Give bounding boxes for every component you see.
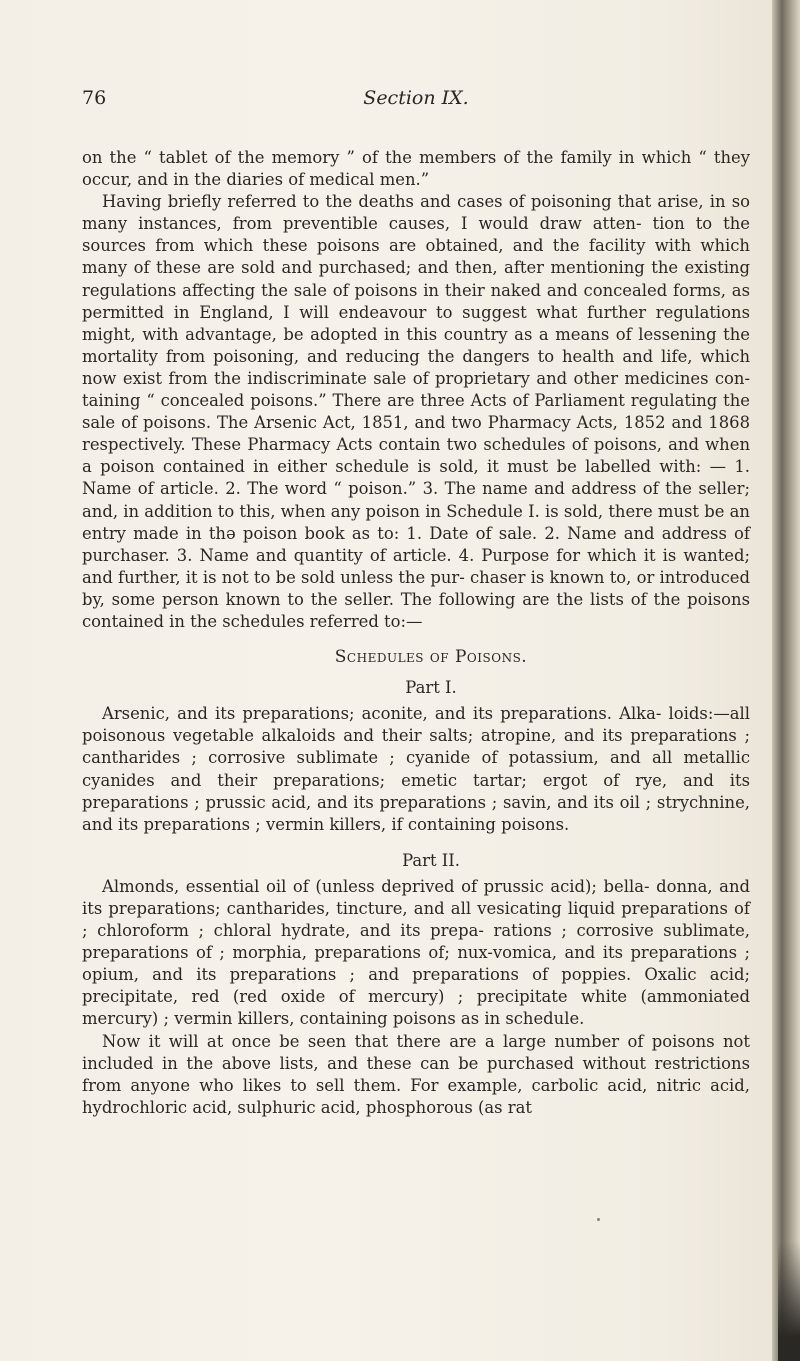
paragraph-continuation: on the “ tablet of the memory ” of the members of the family in which “ they occur, and in the diaries of medical men.”	[82, 148, 750, 190]
schedules-heading: Schedules of Poisons.	[334, 647, 528, 668]
running-title: Section IX.	[363, 87, 469, 109]
spine-shadow	[778, 1241, 800, 1361]
part-two-heading: Part II.	[402, 850, 460, 870]
paragraph-poison-sources: Having briefly referred to the deaths and cases of poisoning that arise, in so many instances, from preventible causes, I would draw atten- tion to the sources from which these poisons are obtained, and the facility with which many of these are sold and purchased; and then, after mentioning the existing regulations affecting the sale of poisons in their naked and concealed forms, as permitted in England, I will endeavour to suggest what further regulations might, with advantage, be adopted in this country as a means of lessening the mortality from poisoning, and reducing the dangers to health and life, which now exist from the indiscriminate sale of proprietary and other medicines con- taining “ concealed poisons.” There are three Acts of Parliament regulating the sale of poisons. The Arsenic Act, 1851, and two Pharmacy Acts, 1852 and 1868 respectively. These Pharmacy Acts contain two schedules of poisons, and when a poison contained in either schedule is sold, it must be labelled with: — 1. Name of article. 2. The word “ poison.” 3. The name and address of the seller; and, in addition to this, when any poison in Schedule I. is sold, there must be an entry made in thə poison book as to: 1. Date of sale. 2. Name and address of purchaser. 3. Name and quantity of article. 4. Purpose for which it is wanted; and further, it is not to be sold unless the pur- chaser is known to, or introduced by, some person known to the seller. The following are the lists of the poisons contained in the schedules referred to:—	[82, 192, 750, 631]
part-two-list: Almonds, essential oil of (unless deprived of prussic acid); bella- donna, and its preparations; cantharides, tincture, and all vesicating liquid preparations of ; chloroform ; chloral hydrate, and its prepa- rations ; corrosive sublimate, preparations of ; morphia, preparations of; nux-vomica, and its preparations ; opium, and its preparations ; and preparations of poppies. Oxalic acid; precipitate, red (red oxide of mercury) ; precipitate white (ammoniated mercury) ; vermin killers, containing poisons as in schedule.	[82, 876, 750, 1029]
body-text	[82, 147, 750, 1119]
part-one-list: Arsenic, and its preparations; aconite, and its preparations. Alka- loids:—all poisonous vegetable alkaloids and their salts; atropine, and its preparations ; cantharides ; corrosive sublimate ; cyanide of potassium, and all metallic cyanides and their preparations; emetic tartar; ergot of rye, and its preparations ; prussic acid, and its preparations ; savin, and its oil ; strychnine, and its preparations ; vermin killers, if containing poisons.	[82, 704, 750, 834]
paragraph-unlisted-poisons: Now it will at once be seen that there are a large number of poisons not included in the above lists, and these can be purchased without restrictions from anyone who likes to sell them. For example, carbolic acid, nitric acid, hydrochloric acid, sulphuric acid, phosphorous (as rat	[82, 1031, 750, 1117]
part-one-heading: Part I.	[405, 678, 457, 698]
page-number: 76	[82, 87, 107, 109]
page-header	[82, 87, 750, 117]
ink-speck	[597, 1218, 600, 1221]
book-spine-edge	[772, 0, 800, 1361]
